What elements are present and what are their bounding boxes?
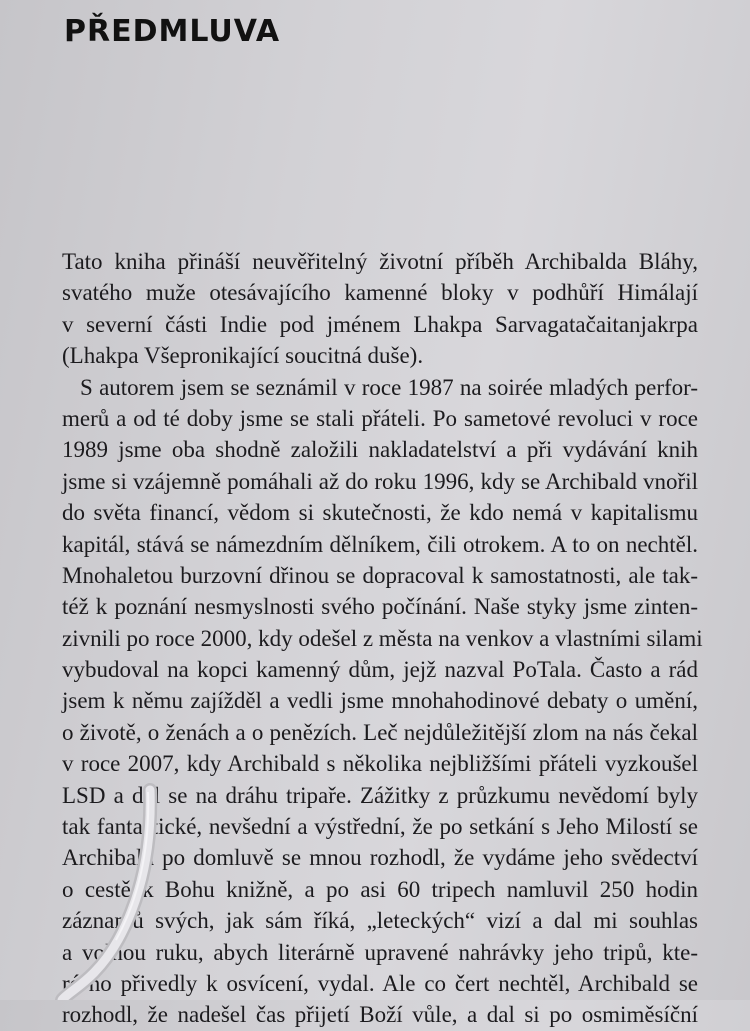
text-line: Tato kniha přináší neuvěřitelný životní příběh Archibalda Bláhy, xyxy=(62,249,698,274)
text-line: a volnou ruku, abych literárně upravené nahrávky jeho tripů, kte- xyxy=(62,939,698,965)
body-text xyxy=(62,246,703,1031)
text-line: S autorem jsem se seznámil v roce 1987 na soirée mladých perfor- xyxy=(80,374,698,400)
text-line: (Lhakpa Všepronikající soucitná duše). xyxy=(62,343,424,369)
chapter-heading: PŘEDMLUVA xyxy=(64,14,281,49)
text-line: o cestě k Bohu knižně, a po asi 60 tripech namluvil 250 hodin xyxy=(62,876,698,902)
text-line: zivnili po roce 2000, kdy odešel z města na venkov a vlastními silami xyxy=(62,625,703,651)
paragraph-1 xyxy=(62,246,698,372)
text-line: LSD a dal se na dráhu tripaře. Zážitky z průzkumu nevědomí byly xyxy=(62,782,698,808)
text-line: vybudoval na kopci kamenný dům, jejž nazval PoTala. Často a rád xyxy=(62,657,698,683)
text-line: merů a od té doby jsme se stali přáteli. Po sametové revoluci v roce xyxy=(62,405,698,431)
text-line: jsme si vzájemně pomáhali až do roku 1996, kdy se Archibald vnořil xyxy=(62,468,698,494)
text-line: o životě, o ženách a o penězích. Leč nejdůležitější zlom na nás čekal xyxy=(62,719,698,745)
text-line: v severní části Indie pod jménem Lhakpa Sarvagatačaitanjakrpa xyxy=(62,311,698,337)
text-line: v roce 2007, kdy Archibald s několika nejbližšími přáteli vyzkoušel xyxy=(62,751,698,777)
paragraph-2 xyxy=(62,372,703,1031)
text-line: též k poznání nesmyslnosti svého počínání. Naše styky jsme zinten- xyxy=(62,594,698,620)
text-line: Archibald po domluvě se mnou rozhodl, že vydáme jeho svědectví xyxy=(62,845,698,871)
text-line: Mnohaletou burzovní dřinou se dopracoval k samostatnosti, ale tak- xyxy=(62,562,698,588)
text-line: rozhodl, že nadešel čas přijetí Boží vůle, a dal si po osmiměsíční xyxy=(62,1002,698,1028)
text-line: ré ho přivedly k osvícení, vydal. Ale co čert nechtěl, Archibald se xyxy=(62,970,698,996)
text-line: svatého muže otesávajícího kamenné bloky v podhůří Himálají xyxy=(62,280,698,306)
text-line: do světa financí, vědom si skutečnosti, že kdo nemá v kapitalismu xyxy=(62,500,698,526)
text-line: tak fantastické, nevšední a výstřední, že po setkání s Jeho Milostí se xyxy=(62,814,698,840)
text-line: jsem k němu zajížděl a vedli jsme mnohahodinové debaty o umění, xyxy=(62,688,698,714)
text-line: záznamů svých, jak sám říká, „leteckých“ vizí a dal mi souhlas xyxy=(62,908,698,934)
text-line: kapitál, stává se námezdním dělníkem, čili otrokem. A to on nechtěl. xyxy=(62,531,698,557)
text-line: 1989 jsme oba shodně založili nakladatelství a při vydávání knih xyxy=(62,437,698,463)
